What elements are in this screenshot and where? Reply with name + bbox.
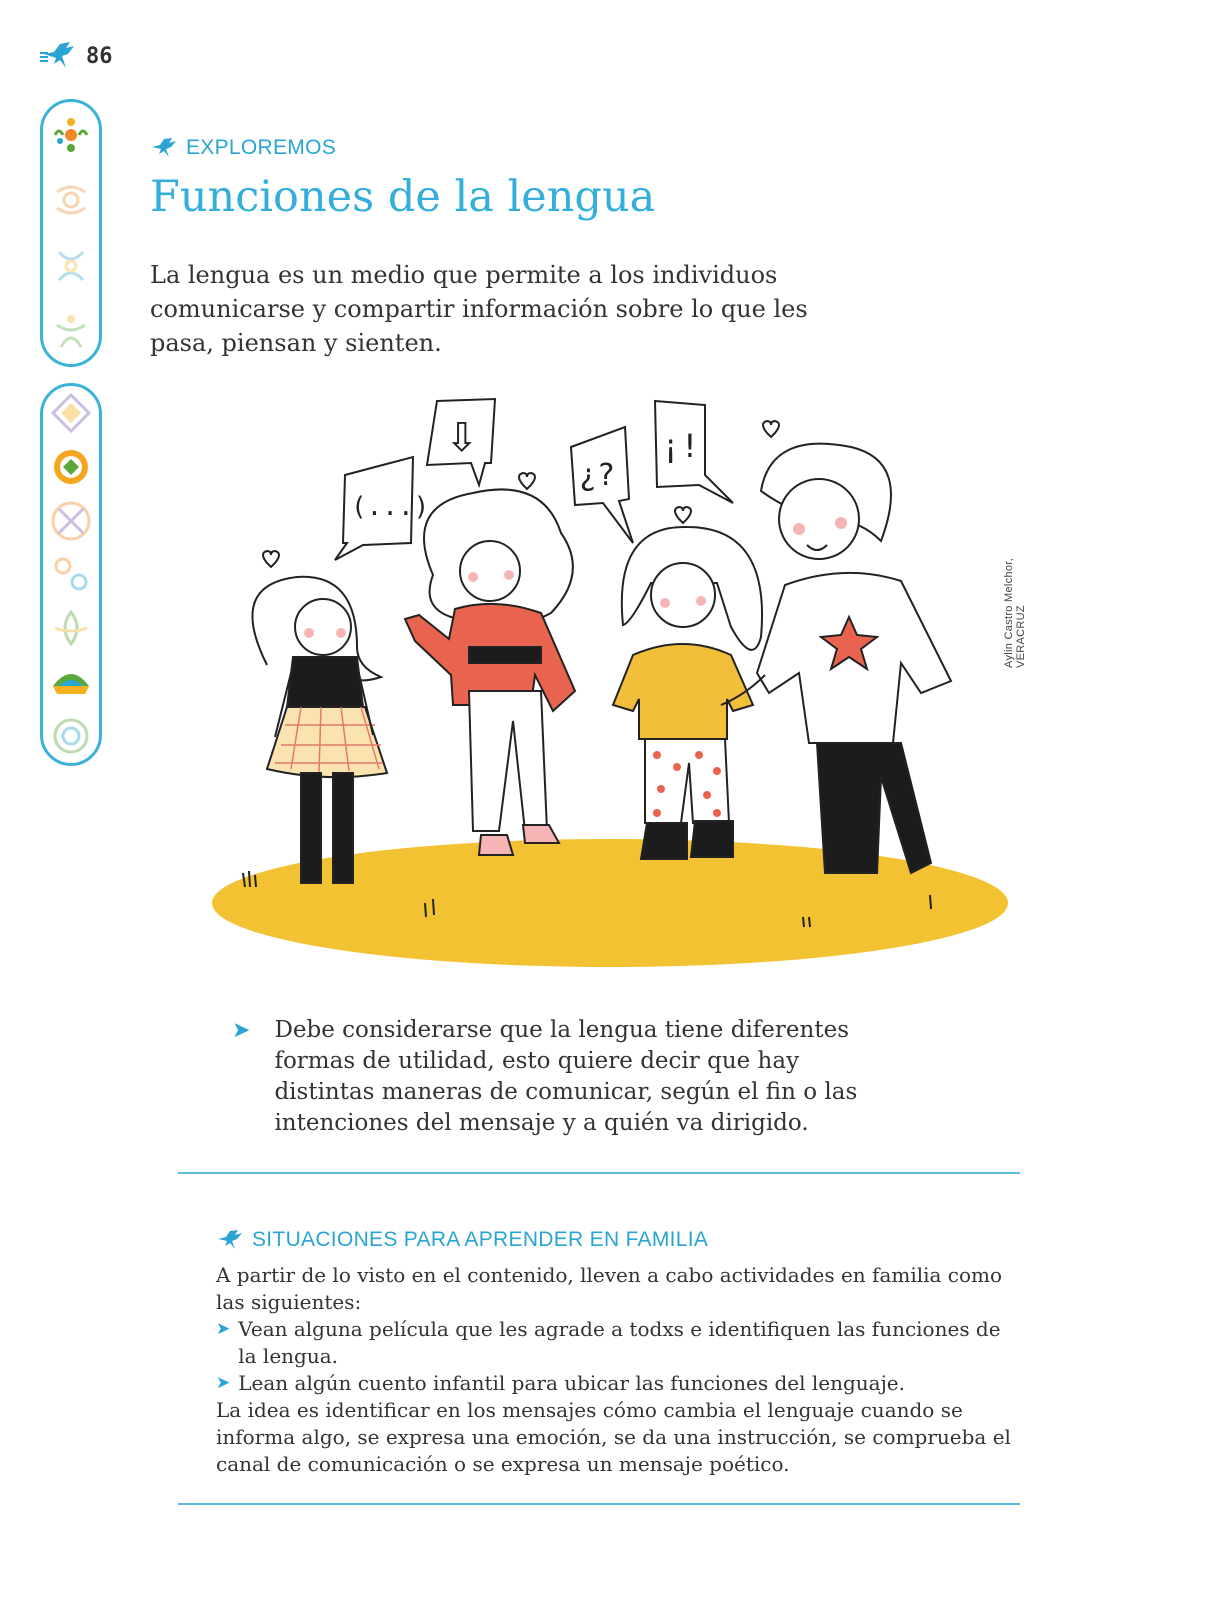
family-label-text: SITUACIONES PARA APRENDER EN FAMILIA [252,1228,709,1251]
hummingbird-logo-icon [40,40,78,72]
page-title: Funciones de la lengua [150,172,656,222]
sun-figure-icon[interactable] [49,178,93,222]
kid-1 [252,577,387,883]
explore-section-label [150,136,336,160]
divider-top [178,1172,1020,1174]
bubble-ellipsis-text: (...) [351,492,430,522]
page-number: 86 [86,43,113,69]
family-intro: A partir de lo visto en el contenido, lleven a cabo actividades en familia como las siguientes: [216,1263,1003,1314]
arrow-right-icon: ➤ [232,1018,251,1043]
illustration-credit [1003,498,1027,668]
speech-bubble-question [571,427,633,543]
arrow-right-icon: ➤ [216,1373,231,1393]
arrow-right-icon: ➤ [216,1319,231,1339]
family-list-item [216,1316,1016,1370]
credit-place: VERACRUZ [1015,605,1027,668]
side-nav-projects [40,383,102,766]
note-text: Debe considerarse que la lengua tiene diferentes formas de utilidad, esto quiere decir que hay distintas maneras de comunicar, según el fin o las intenciones del mensaje y a quién va dirigido. [274,1017,858,1136]
note-block [232,1015,892,1139]
ground-ellipse [212,839,1008,967]
cross-figure-icon[interactable] [49,244,93,288]
hummingbird-icon [150,137,178,159]
speech-bubble-ellipsis [335,457,429,560]
family-closing: La idea es identificar en los mensajes cómo cambia el lenguaje cuando se informa algo, se expresa una emoción, se da una instrucción, se comprueba el canal de comunicación o se expresa un mensaje poético. [216,1398,1011,1476]
divider-bottom [178,1503,1020,1505]
bubble-exclaim-text: ¡! [661,427,700,465]
illustration-kids-talking [205,395,1025,985]
credit-name: Aylin Castro Melchor, [1003,557,1015,668]
family-section-label [216,1228,708,1252]
lotus-icon[interactable] [49,606,93,650]
side-nav-fields [40,99,102,367]
family-content [216,1262,1016,1478]
hummingbird-icon [216,1229,244,1251]
family-list-item [216,1370,1016,1397]
hourglass-icon[interactable] [49,499,93,543]
bubble-question-text: ¿? [579,458,616,493]
flower-field-icon[interactable] [49,113,93,157]
target-icon[interactable] [49,445,93,489]
spiral-icon[interactable] [49,714,93,758]
explore-label-text: EXPLOREMOS [186,136,337,159]
leaf-figure-icon[interactable] [49,309,93,353]
bubble-arrow-text: ⇩ [445,415,479,461]
loops-icon[interactable] [49,552,93,596]
family-item-text: Vean alguna película que les agrade a todxs e identifiquen las funciones de la lengua. [238,1317,1001,1368]
speech-bubble-exclaim [655,401,733,503]
family-item-text: Lean algún cuento infantil para ubicar las funciones del lenguaje. [238,1371,905,1395]
kid-2 [405,489,575,855]
kid-3 [613,527,762,859]
speech-bubble-arrow [427,399,495,485]
community-icon[interactable] [49,660,93,704]
intro-paragraph: La lengua es un medio que permite a los individuos comunicarse y compartir información sobre lo que les pasa, piensan y sienten. [150,261,808,357]
kid-4 [721,444,951,873]
diamond-icon[interactable] [49,391,93,435]
page-number-header [40,40,113,72]
